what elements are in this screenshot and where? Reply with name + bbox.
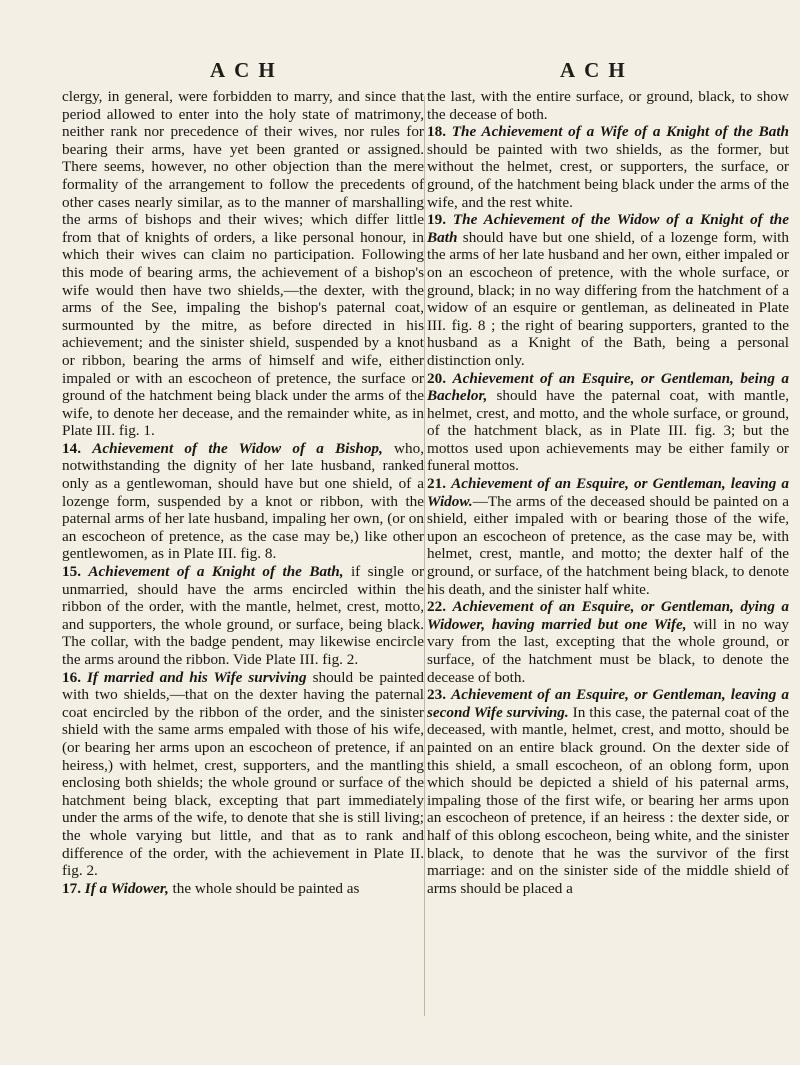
paragraph-15: 15. Achievement of a Knight of the Bath, if single or unmarried, should have the arms encircled within the ribbon of the order, with the mantle, helmet, crest, motto, and supporters, the whole ground, or surface, being black. The collar, with the badge pendent, may likewise encircle the arms around the ribbon. Vide Plate III. fig. 2. xyxy=(62,563,425,668)
paragraph-17: 17. If a Widower, the whole should be painted as xyxy=(62,879,360,897)
paragraph-16: 16. If married and his Wife surviving should be painted with two shields,—that on the dexter having the paternal coat encircled by the ribbon of the order, and the sinister shield with the same arms empaled with those of his wife, (or bearing her arms upon an escocheon of pretence, if an heiress,) with helmet, crest, supporters, and the mantling enclosing both shields; the whole ground or surface of the hatchment being black, excepting that part immediately under the arms of the wife, to denote that she is still living; the whole varying but little, and that as to rank and difference of the order, with the achievement in Plate II. fig. 2. xyxy=(62,668,425,880)
running-header xyxy=(0,58,800,88)
paragraph-21: 21. Achievement of an Esquire, or Gentleman, leaving a Widow.—The arms of the deceased should be painted on a shield, either impaled with or bearing those of the wife, upon an escocheon of pretence, as the case may be, with helmet, crest, mantle, and motto; the dexter half of the ground, or surface, of the hatchment being black, to denote his death, and the sinister half white. xyxy=(427,475,790,598)
paragraph-22: 22. Achievement of an Esquire, or Gentleman, dying a Widower, having married but one Wife, will in no way vary from the last, excepting that the whole ground, or surface, of the hatchment must be black, to denote the decease of both. xyxy=(427,598,790,686)
column-divider xyxy=(424,96,425,1016)
paragraph: the last, with the entire surface, or ground, black, to show the decease of both. xyxy=(427,88,789,123)
paragraph-23: 23. Achievement of an Esquire, or Gentleman, leaving a second Wife surviving. In this case, the paternal coat of the deceased, with mantle, helmet, crest, and motto, should be painted on an entire black ground. On the dexter side of this shield, a small escocheon, of an oblong form, upon which should be depicted a shield of his paternal arms, impaling those of the first wife, or bearing her arms upon an escocheon of pretence, if an heiress : the dexter side, or half of this oblong escocheon, being white, and the sinister black, to denote that he was the survivor of the first marriage: and on the sinister side of the middle shield of arms should be placed a xyxy=(427,686,790,897)
paragraph-20: 20. Achievement of an Esquire, or Gentleman, being a Bachelor, should have the paternal coat, with mantle, helmet, crest, and motto, and the whole surface, or ground, of the hatchment black, as in Plate III. fig. 3; but the mottos used upon achievements may be either family or funeral mottos. xyxy=(427,369,790,475)
header-right: ACH xyxy=(560,58,634,82)
paragraph-18: 18. The Achievement of a Wife of a Knight of the Bath should be painted with two shields, as the former, but without the helmet, crest, or supporters, the surface, or ground, of the hatchment being black under the arms of the wife, and the rest white. xyxy=(427,123,790,211)
paragraph: clergy, in general, were forbidden to marry, and since that period allowed to enter into the holy state of matrimony, neither rank nor precedence of their wives, nor rules for bearing their arms, have yet been granted or assigned. There seems, however, no other objection than the mere formality of the arrangement to follow the precedents of other cases nearly similar, as to the manner of marshalling the arms of bishops and their wives; which differ little from that of knights of orders, a like personal honour, in which their wives can claim no participation. Following this mode of bearing arms, the achievement of a bishop's wife would then have two shields,—the dexter, with the arms of the See, impaling the bishop's paternal coat, surmounted by the mitre, as before directed in his achievement; and the sinister shield, suspended by a knot or ribbon, bearing the arms of himself and wife, either impaled or with an escocheon of pretence, the surface or ground of the hatchment being black under the arms of the wife, to denote her decease, and the remainder white, as in Plate III. fig. 1. xyxy=(62,88,424,440)
header-left: ACH xyxy=(210,58,284,82)
left-column xyxy=(62,88,424,897)
right-column xyxy=(427,88,789,897)
paragraph-14: 14. Achievement of the Widow of a Bishop, who, notwithstanding the dignity of her late husband, ranked only as a gentlewoman, should have but one shield, of a lozenge form, suspended by a knot or ribbon, with the paternal arms of her late husband, impaling her own, (or on an escocheon of pretence, as the case may be,) like other gentlewomen, as in Plate III. fig. 8. xyxy=(62,439,424,563)
paragraph-19: 19. The Achievement of the Widow of a Knight of the Bath should have but one shield, of a lozenge form, with the arms of her late husband and her own, either impaled or on an escocheon of pretence, with the whole surface, or ground, black; in no way differing from the hatchment of a widow of an esquire or gentleman, as delineated in Plate III. fig. 8 ; the right of bearing supporters, granted to the husband as a Knight of the Bath, being a personal distinction only. xyxy=(427,211,789,369)
